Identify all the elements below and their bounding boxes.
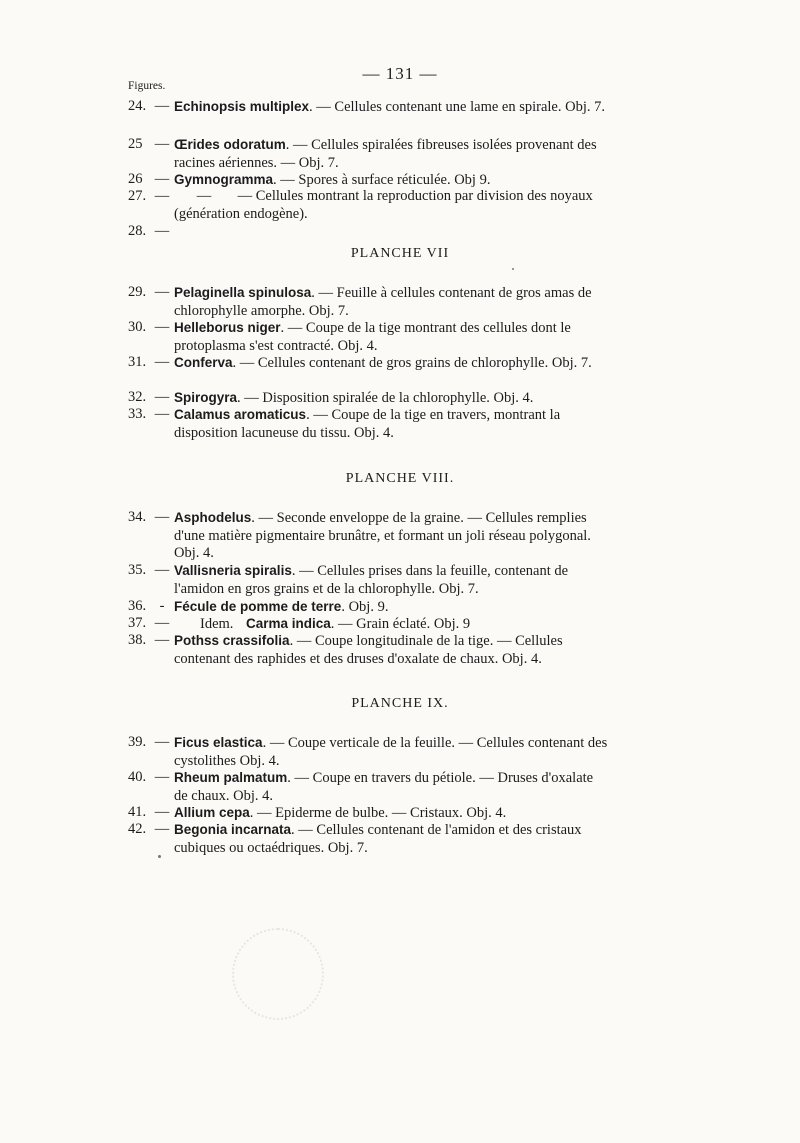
figure-entry-29 bbox=[128, 284, 608, 320]
description: . — Coupe longitudinale de la tige. — Cellules contenant des raphides et des druses d'oxalate de chaux. Obj. 4. bbox=[174, 633, 563, 667]
idem-label: Idem. bbox=[200, 616, 234, 632]
description: . — Epiderme de bulbe. — Cristaux. Obj. 4. bbox=[249, 805, 507, 821]
figure-number: 33. bbox=[128, 406, 147, 422]
dash: — bbox=[154, 171, 170, 187]
figure-number: 34. bbox=[128, 509, 147, 525]
species-name: Pothss crassifolia bbox=[174, 633, 290, 648]
figure-number: 40. bbox=[128, 769, 147, 785]
dash: — bbox=[154, 632, 170, 648]
description: . — Coupe en travers du pétiole. — Druses d'oxalate de chaux. Obj. 4. bbox=[174, 770, 594, 804]
species-name: Allium cepa bbox=[174, 805, 250, 820]
dash: — bbox=[154, 406, 170, 422]
figure-entry-40 bbox=[128, 769, 608, 805]
figure-number: 39. bbox=[128, 734, 147, 750]
species-name: Gymnogramma bbox=[174, 172, 274, 187]
description: . — Spores à surface réticulée. Obj 9. bbox=[273, 172, 491, 188]
ditto-mark: — bbox=[196, 188, 212, 204]
description: . — Grain éclaté. Obj. 9 bbox=[330, 616, 471, 632]
dash: — bbox=[154, 98, 170, 114]
figure-number: 31. bbox=[128, 354, 147, 370]
description: . — Disposition spiralée de la chlorophylle. Obj. 4. bbox=[237, 390, 534, 406]
figure-number: 27. bbox=[128, 188, 147, 204]
species-name: Begonia incarnata bbox=[174, 822, 292, 837]
description: — Cellules montrant la reproduction par division des noyaux (génération endogène). bbox=[174, 188, 593, 222]
figure-number: 42. bbox=[128, 821, 147, 837]
dash: — bbox=[154, 821, 170, 837]
dash: — bbox=[154, 769, 170, 785]
description: . Obj. 9. bbox=[341, 599, 389, 615]
dash: — bbox=[154, 389, 170, 405]
dash: — bbox=[154, 284, 170, 300]
figure-entry-39 bbox=[128, 734, 608, 770]
dash: — bbox=[154, 319, 170, 335]
species-name: Rheum palmatum bbox=[174, 770, 288, 785]
species-name: Ficus elastica bbox=[174, 735, 263, 750]
description: . — Coupe de la tige montrant des cellules dont le protoplasma s'est contracté. Obj. 4. bbox=[174, 320, 571, 354]
figure-number: 38. bbox=[128, 632, 147, 648]
species-name: Calamus aromaticus bbox=[174, 407, 307, 422]
species-name: Œrides odoratum bbox=[174, 137, 286, 152]
description: . — Cellules contenant de gros grains de chlorophylle. Obj. 7. bbox=[232, 355, 592, 371]
figure-number: 35. bbox=[128, 562, 147, 578]
species-name: Helleborus niger bbox=[174, 320, 281, 335]
figure-entry-24 bbox=[128, 98, 608, 117]
figure-entry-31 bbox=[128, 354, 608, 373]
figure-entry-27 bbox=[128, 188, 608, 223]
description: . — Coupe verticale de la feuille. — Cellules contenant des cystolithes Obj. 4. bbox=[174, 735, 608, 769]
dash: — bbox=[154, 804, 170, 820]
figure-number: 29. bbox=[128, 284, 147, 300]
species-name: Vallisneria spiralis bbox=[174, 563, 292, 578]
dash: — bbox=[154, 223, 170, 239]
page-number: — 131 — bbox=[362, 64, 438, 83]
description: . — Cellules contenant de l'amidon et des cristaux cubiques ou octaédriques. Obj. 7. bbox=[174, 822, 582, 856]
figure-entry-33 bbox=[128, 406, 608, 442]
figure-number: 36. bbox=[128, 598, 147, 614]
faded-library-stamp bbox=[232, 928, 324, 1020]
description: . — Cellules contenant une lame en spirale. Obj. 7. bbox=[309, 99, 605, 115]
figure-entry-32 bbox=[128, 389, 608, 408]
figure-number: 32. bbox=[128, 389, 147, 405]
figure-entry-30 bbox=[128, 319, 608, 355]
figure-number: 25 bbox=[128, 136, 143, 152]
species-name: Echinopsis multiplex bbox=[174, 99, 310, 114]
figure-entry-34 bbox=[128, 509, 608, 563]
figure-number: 30. bbox=[128, 319, 147, 335]
ink-speck bbox=[512, 268, 514, 270]
dash: — bbox=[154, 615, 170, 631]
figure-entry-25 bbox=[128, 136, 608, 172]
ink-speck bbox=[158, 855, 161, 858]
dash: — bbox=[154, 354, 170, 370]
plate-heading-viii: PLANCHE VIII. bbox=[345, 471, 455, 486]
species-name: Fécule de pomme de terre bbox=[174, 599, 342, 614]
species-name: Spirogyra bbox=[174, 390, 238, 405]
dash: — bbox=[154, 136, 170, 152]
species-name: Asphodelus bbox=[174, 510, 252, 525]
species-name: Conferva bbox=[174, 355, 233, 370]
figure-entry-38 bbox=[128, 632, 608, 668]
plate-heading-ix: PLANCHE IX. bbox=[351, 696, 449, 711]
figure-number: 28. bbox=[128, 223, 147, 239]
figure-entry-26 bbox=[128, 171, 608, 190]
dash: — bbox=[154, 734, 170, 750]
species-name: Carma indica bbox=[246, 616, 331, 631]
figure-number: 41. bbox=[128, 804, 147, 820]
species-name: Pelaginella spinulosa bbox=[174, 285, 312, 300]
figure-entry-37 bbox=[128, 615, 608, 634]
dash: — bbox=[154, 562, 170, 578]
figure-number: 26 bbox=[128, 171, 143, 187]
figure-entry-41 bbox=[128, 804, 608, 823]
description: . — Cellules prises dans la feuille, contenant de l'amidon en gros grains et de la chlorophylle. Obj. 7. bbox=[174, 563, 569, 597]
dash: — bbox=[154, 188, 170, 204]
description: . — Cellules spiralées fibreuses isolées provenant des racines aériennes. — Obj. 7. bbox=[174, 137, 597, 171]
figure-number: 24. bbox=[128, 98, 147, 114]
description: . — Seconde enveloppe de la graine. — Cellules remplies d'une matière pigmentaire brunâtre, et formant un joli réseau polygonal. Obj. 4. bbox=[174, 510, 591, 561]
figure-entry-35 bbox=[128, 562, 608, 598]
description: . — Coupe de la tige en travers, montrant la disposition lacuneuse du tissu. Obj. 4. bbox=[174, 407, 561, 441]
plate-heading-vii: PLANCHE VII bbox=[350, 246, 450, 261]
figure-number: 37. bbox=[128, 615, 147, 631]
figure-entry-42 bbox=[128, 821, 608, 857]
figures-label: Figures. bbox=[128, 80, 166, 92]
figure-entry-36 bbox=[128, 598, 608, 617]
dash: — bbox=[154, 509, 170, 525]
description: . — Feuille à cellules contenant de gros amas de chlorophylle amorphe. Obj. 7. bbox=[174, 285, 592, 319]
dash: - bbox=[159, 598, 165, 614]
